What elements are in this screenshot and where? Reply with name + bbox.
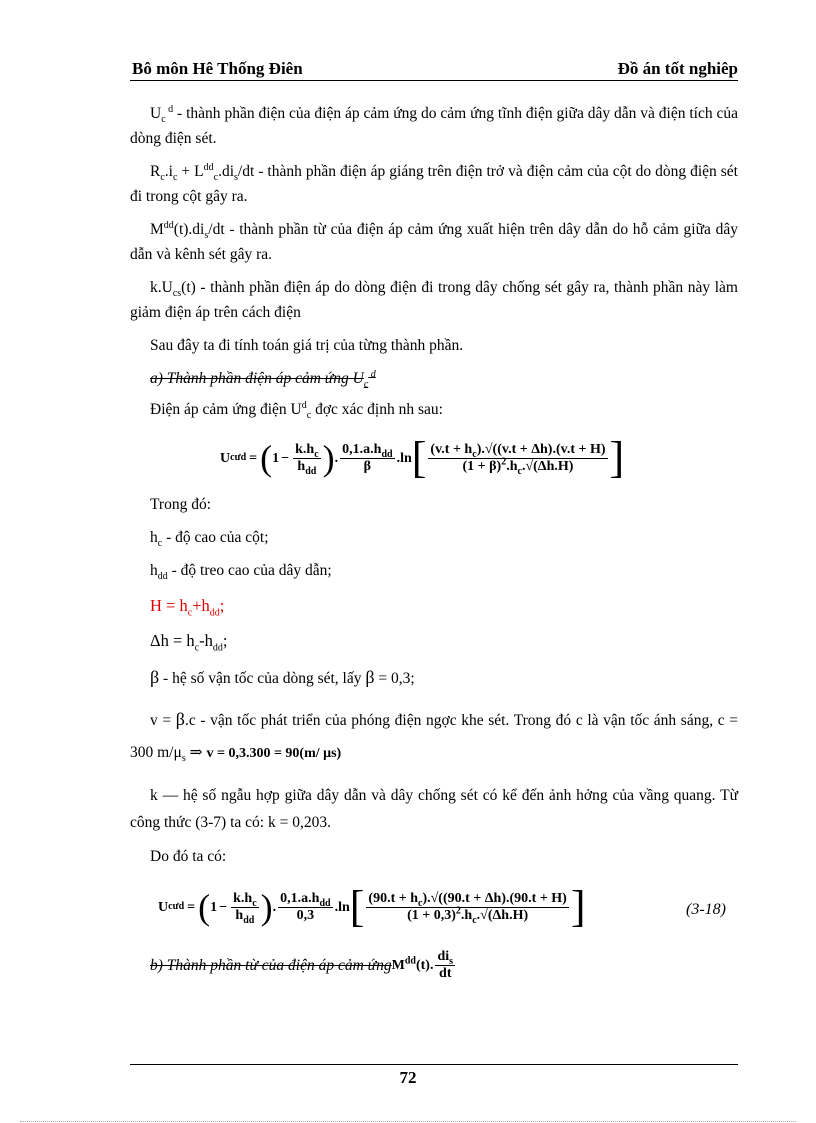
paragraph-rc: $R_c.i_c + L^{dd}_c.di_s/dt$ - thành phần điện áp giáng trên điện trở và điện cảm của cột do dòng điện sét đi trong cột gây ra. [130,161,738,205]
page-body [130,98,738,985]
def-beta: β - hệ số vận tốc của dòng sét, lấy β = 0,3; [150,667,415,687]
footer-rule [130,1064,738,1065]
def-velocity: v = β.c - vận tốc phát triển của phóng điện ngợc khe sét. Trong đó c là vận tốc ánh sáng, c = 300 $m/\mu_s$ ⇒ v = 0,3.300 = 90(m/ μs) [130,709,738,765]
paragraph-uc-definition: Điện áp cảm ứng điện $U^d_c$ đợc xác định nh sau: [150,399,443,422]
where-label: Trong đó: [150,496,212,513]
header-department: Bô môn Hê Thống Điên [132,59,303,78]
def-H: $H = h_c+h_{dd}$; [150,596,225,619]
def-hc: $h_c$ - độ cao của cột; [150,529,269,550]
header-thesis-title: Đồ án tốt nghiêp [617,59,738,78]
def-delta-h: $\Delta h = h_c-h_{dd}$; [150,631,228,654]
paragraph-uc: $U_c$ $^d$ - thành phần điện của điện áp cảm ứng do cảm ứng tĩnh điện giữa dây dẫn và điện tích của dòng điện sét. [130,103,738,147]
formula-uc-substituted: U cư d = ( 1 − $\frac{k.h_c}{h_{dd}}$ ) . $\frac{0,1.a.h_{dd}}{0,3}$ . ln [ $\frac{(90.t + h_c).√((90.t + \Delta h).(90.t + H)}{(1 + 0,3)^2.h_c.√(\Delta h.H)}$ ] (3-18) [158,882,726,931]
heading-a: a) Thành phần điện áp cảm ứng $U_c$ $^d$ [150,368,376,391]
page-header [130,58,738,81]
equation-number: (3-18) [686,901,726,918]
page-number: 72 [399,1068,417,1087]
paragraph-k: k — hệ số ngẫu hợp giữa dây dẫn và dây chống sét có kể đến ảnh hởng của vầng quang. Từ công thức (3-7) ta có: k = 0,203. [130,787,738,831]
paragraph-kucs: $k.U_{cs}(t)$ - thành phần điện áp do dòng điện đi trong dây chống sét gây ra, thành phần này làm giảm điện áp trên cách điện [130,279,738,321]
heading-b: b) Thành phần từ của điện áp cảm ứng $M^{dd}(t)$. $\frac{di_s}{dt}$ [150,948,454,981]
paragraph-mdd: $M^{dd}(t).di_s/dt$ - thành phần từ của điện áp cảm ứng xuất hiện trên dây dẫn do hỗ cảm giữa dây dẫn và kênh sét gây ra. [130,219,738,263]
formula-uc-general: U cư d = ( 1 − $\frac{k.h_c}{h_{dd}}$ ) . $\frac{0,1.a.h_{dd}}{\beta}$ . ln [ $\frac{(v.t + h_c).√((v.t + \Delta h).(v.t + H)}{(1 + \beta)^2.h_c.√(\Delta h.H)}$ ] [220,433,625,482]
page-edge [20,1121,796,1122]
paragraph-intro: Sau đây ta đi tính toán giá trị của từng thành phần. [150,337,464,354]
def-hdd: $h_{dd}$ - độ treo cao của dây dẫn; [150,562,332,583]
paragraph-therefore: Do đó ta có: [150,848,227,865]
